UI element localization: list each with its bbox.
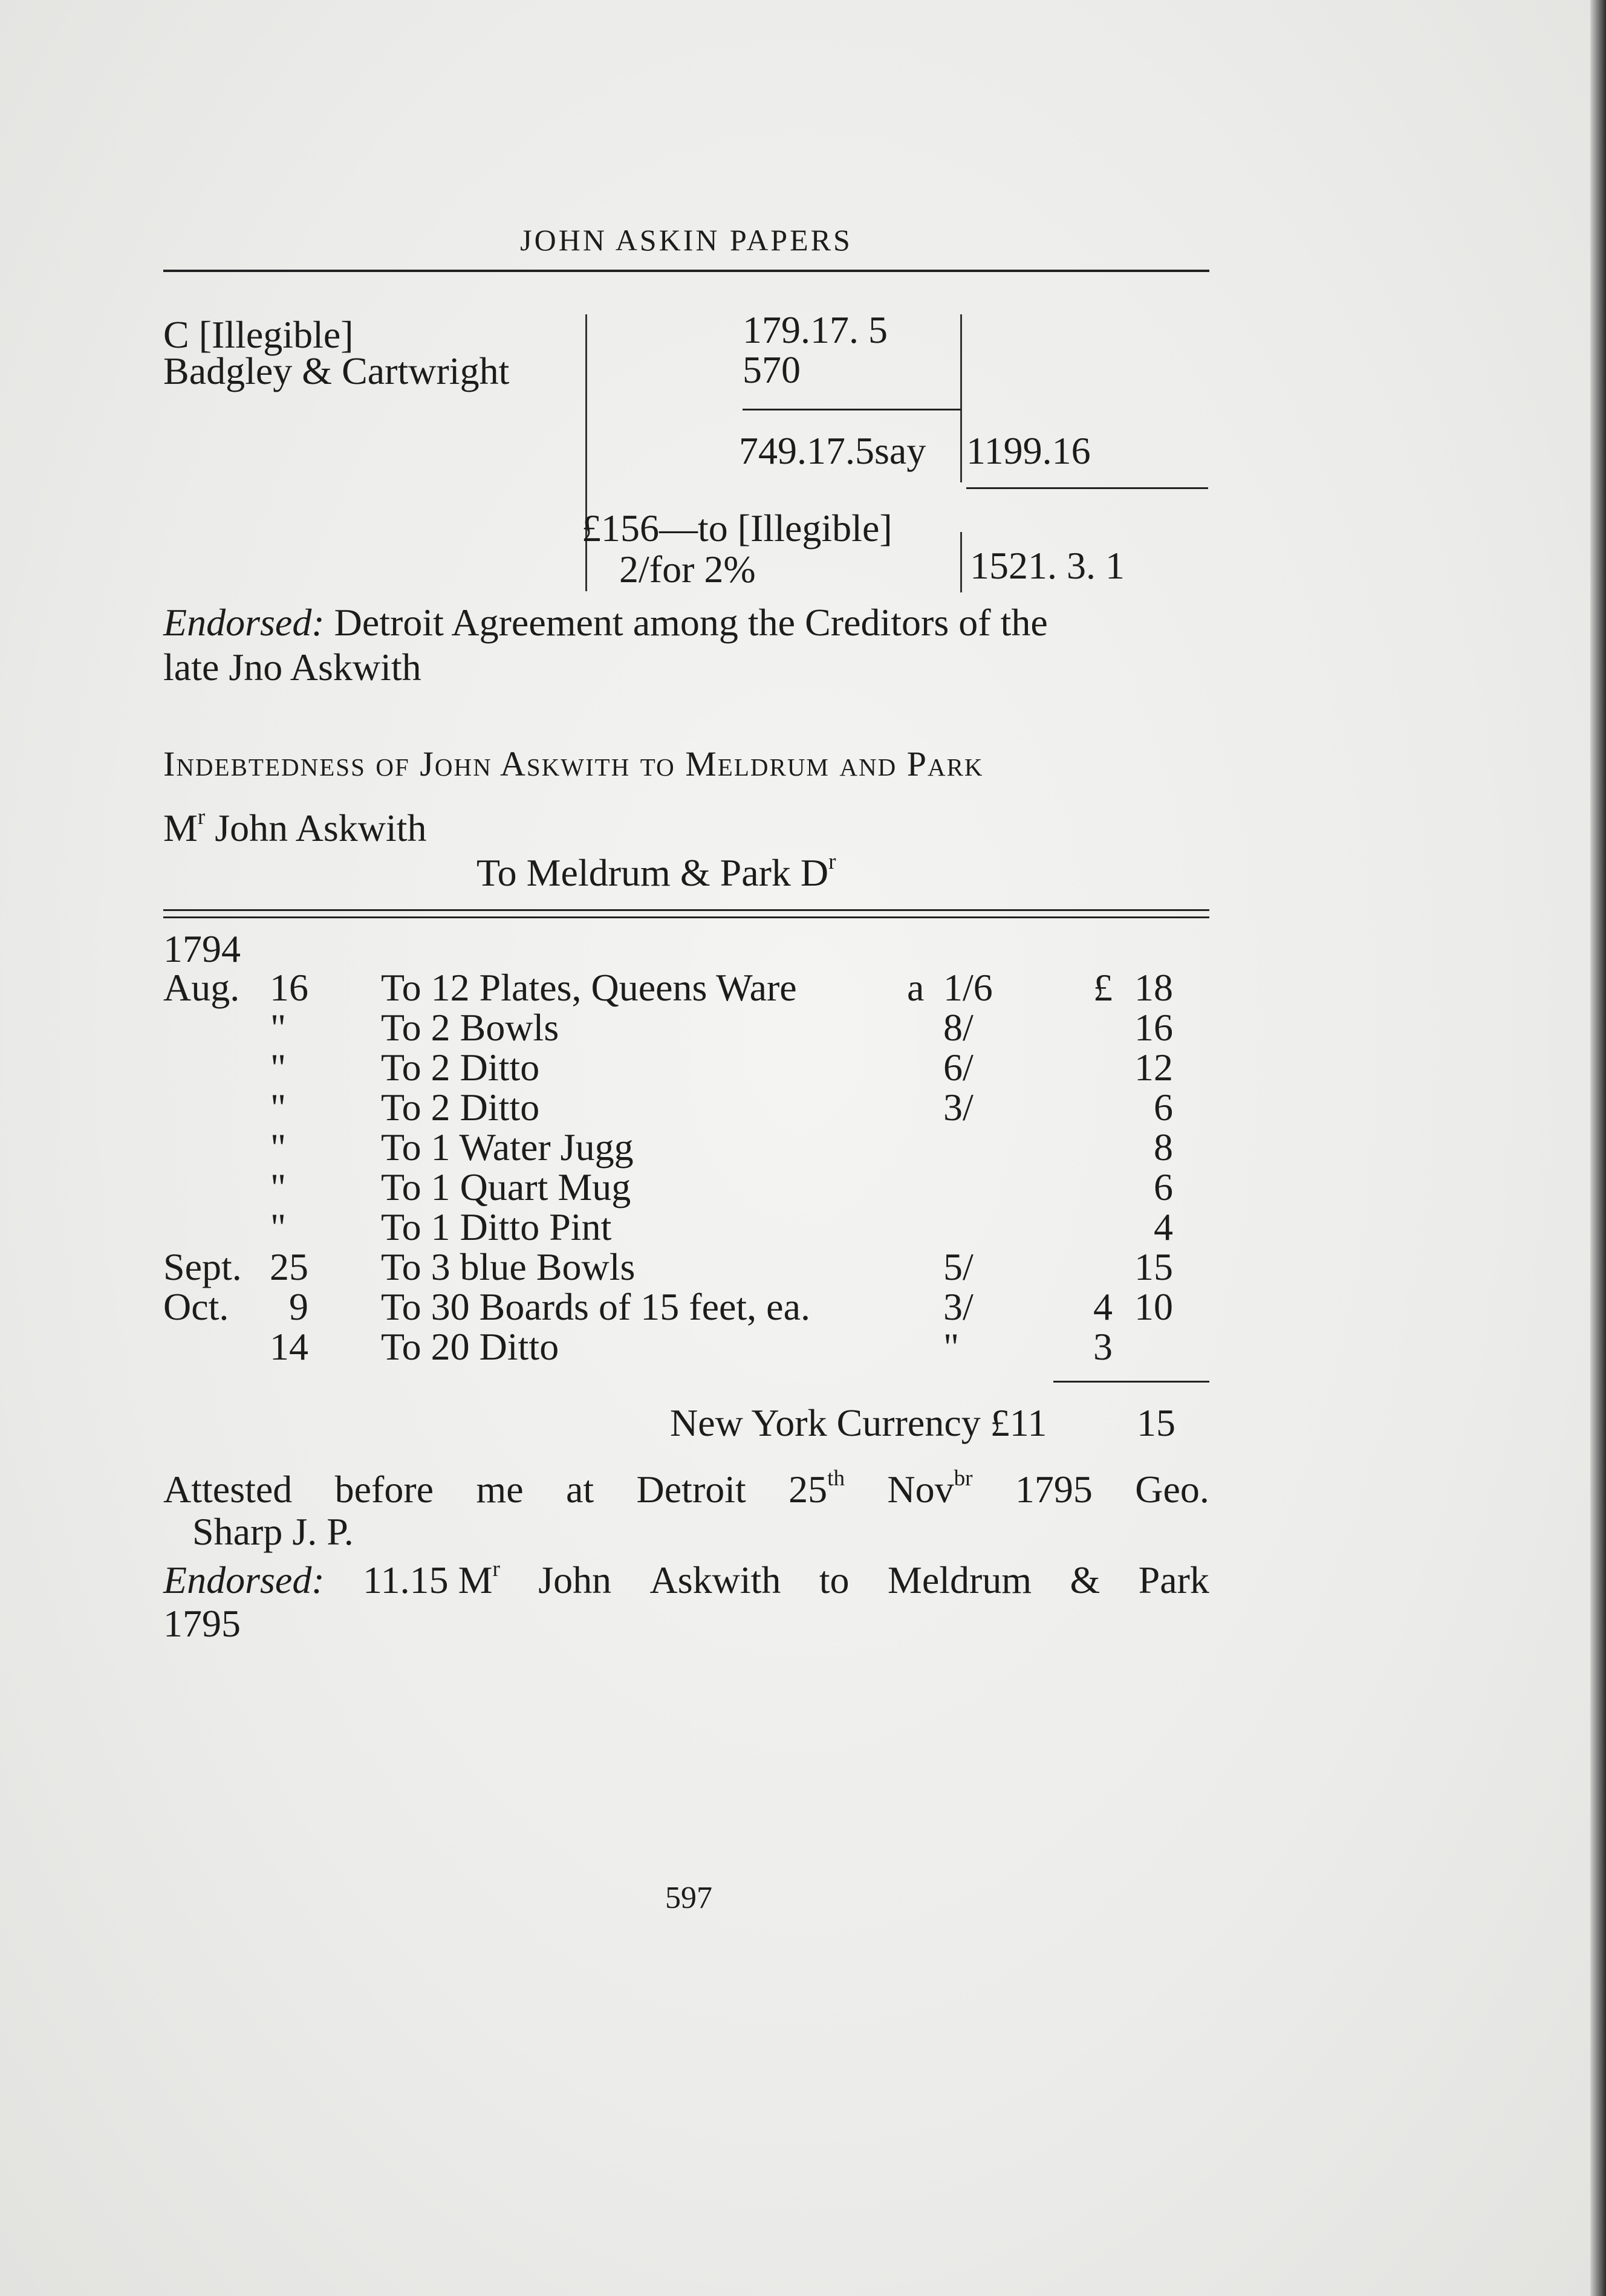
ledger-cell-day: 25	[270, 1245, 308, 1288]
ledger-cell-month: Sept.	[163, 1245, 242, 1288]
attest-date: 25th	[788, 1466, 845, 1511]
attest-sup-1: th	[827, 1466, 845, 1491]
grand-total-value: 1521. 3. 1	[970, 544, 1125, 587]
attest-sup-2: br	[954, 1466, 973, 1491]
creditor-text: To Meldrum & Park D	[476, 851, 829, 894]
endorsed-2-sup: r	[492, 1557, 500, 1582]
section-title: Indebtedness of John Askwith to Meldrum and Park	[163, 744, 984, 783]
account-holder-prefix: M	[163, 806, 198, 849]
ledger-cell-desc: To 3 blue Bowls	[381, 1245, 636, 1288]
ledger-cell-rate: 3/	[943, 1086, 974, 1129]
ledger-cell-pounds: 3	[1093, 1325, 1113, 1368]
endorsed-label: Endorsed:	[163, 601, 325, 644]
endorsed-2-w1: John	[538, 1558, 612, 1601]
ledger-rule-top	[163, 909, 1209, 911]
page-number: 597	[665, 1881, 712, 1915]
ledger-cell-desc: To 20 Ditto	[381, 1325, 559, 1368]
attest-geo: Geo.	[1135, 1468, 1209, 1511]
ledger-cell-day: "	[270, 1126, 287, 1169]
endorsed-2-line-2: 1795	[163, 1602, 241, 1645]
ledger-cell-desc: To 30 Boards of 15 feet, ea.	[381, 1285, 810, 1328]
endorsed-2-w3: to	[819, 1558, 850, 1601]
ledger-cell-shillings: 6	[1154, 1166, 1173, 1208]
ledger-row	[0, 1286, 1606, 1328]
attest-word-3: me	[476, 1468, 524, 1511]
ledger-row	[0, 1007, 1606, 1048]
note-line-1: £156—to [Illegible]	[582, 507, 892, 550]
ledger-row	[0, 1326, 1606, 1367]
ledger-cell-shillings: 4	[1154, 1205, 1173, 1248]
account-holder-name: John Askwith	[215, 806, 427, 849]
running-head: JOHN ASKIN PAPERS	[520, 223, 853, 257]
attest-word-1: Attested	[163, 1468, 293, 1511]
ledger-cell-day: 14	[270, 1325, 308, 1368]
attest-month-text: Nov	[887, 1468, 954, 1511]
attest-word-5: Detroit	[636, 1468, 746, 1511]
ledger-cell-shillings: 10	[1134, 1285, 1173, 1328]
attest-word-4: at	[565, 1468, 594, 1511]
ledger-cell-desc: To 2 Ditto	[381, 1046, 540, 1089]
endorsed-2-amount-text: 11.15 M	[362, 1558, 493, 1601]
endorsed-1-line-1	[163, 601, 1209, 644]
ledger-cell-pounds: £	[1093, 966, 1113, 1009]
ledger-cell-at: a	[907, 966, 925, 1009]
creditor-sup: r	[828, 849, 836, 875]
ledger-cell-day: "	[270, 1086, 287, 1129]
ledger-row	[0, 1047, 1606, 1088]
ledger-cell-desc: To 1 Ditto Pint	[381, 1205, 612, 1248]
ledger-total-label: New York Currency £11	[670, 1401, 1047, 1444]
endorsed-2-line-1	[163, 1558, 1209, 1602]
subtotal-rule	[743, 409, 961, 410]
subtotal-value: 749.17.5say	[739, 429, 926, 472]
ledger-cell-day: "	[270, 1046, 287, 1089]
attestation-line-1	[163, 1468, 1209, 1511]
ledger-cell-rate: 1/6	[943, 966, 993, 1009]
attest-year: 1795	[1015, 1468, 1093, 1511]
ledger-cell-desc: To 2 Bowls	[381, 1006, 559, 1049]
subtotal-right-value: 1199.16	[966, 429, 1091, 472]
ledger-cell-day: 16	[270, 966, 308, 1009]
endorsed-2-w2: Askwith	[649, 1558, 781, 1601]
ledger-cell-desc: To 2 Ditto	[381, 1086, 540, 1129]
ledger-cell-shillings: 16	[1134, 1006, 1173, 1049]
ledger-cell-shillings: 18	[1134, 966, 1173, 1009]
column-divider-right-lower	[960, 532, 962, 592]
ledger-cell-rate: "	[943, 1325, 960, 1368]
ledger-cell-day: "	[270, 1006, 287, 1049]
ledger-cell-shillings: 12	[1134, 1046, 1173, 1089]
ledger-cell-shillings: 15	[1134, 1245, 1173, 1288]
account-holder	[163, 806, 427, 850]
endorsed-2-w4: Meldrum	[887, 1558, 1032, 1601]
value-570: 570	[743, 348, 801, 391]
endorsed-2-w5: &	[1070, 1558, 1100, 1601]
ledger-cell-desc: To 1 Quart Mug	[381, 1166, 631, 1208]
attestation-line-2: Sharp J. P.	[192, 1510, 354, 1553]
endorsed-2-amount	[363, 1558, 500, 1602]
ledger-row	[0, 1127, 1606, 1168]
ledger-cell-day: "	[270, 1205, 287, 1248]
ledger-cell-desc: To 1 Water Jugg	[381, 1126, 634, 1169]
attest-word-2: before	[334, 1468, 434, 1511]
right-total-rule	[966, 487, 1208, 489]
ledger-cell-shillings: 8	[1154, 1126, 1173, 1169]
ledger-cell-month: Aug.	[163, 966, 240, 1009]
ledger-cell-pounds: 4	[1093, 1285, 1113, 1328]
note-line-2: 2/for 2%	[619, 548, 756, 591]
ledger-cell-rate: 6/	[943, 1046, 974, 1089]
ledger-cell-desc: To 12 Plates, Queens Ware	[381, 966, 797, 1009]
ledger-cell-shillings: 6	[1154, 1086, 1173, 1129]
endorsed-1-line-2: late Jno Askwith	[163, 646, 421, 689]
column-divider-right	[960, 314, 962, 482]
account-holder-sup: r	[197, 805, 206, 830]
creditor-line-1: C [Illegible]	[163, 313, 354, 356]
header-rule	[163, 270, 1209, 272]
ledger-cell-month: Oct.	[163, 1285, 229, 1328]
ledger-year: 1794	[163, 927, 241, 970]
ledger-cell-rate: 3/	[943, 1285, 974, 1328]
attest-month	[887, 1468, 972, 1511]
endorsed-text: Detroit Agreement among the Creditors of the	[334, 601, 1048, 644]
endorsed-2-w6: Park	[1138, 1558, 1209, 1601]
ledger-total-rule	[1053, 1381, 1209, 1383]
ledger-cell-rate: 5/	[943, 1245, 974, 1288]
ledger-row	[0, 1087, 1606, 1128]
ledger-row	[0, 967, 1606, 1008]
creditor-line-2: Badgley & Cartwright	[163, 349, 510, 392]
endorsed-2-label: Endorsed:	[163, 1558, 325, 1601]
ledger-row	[0, 1207, 1606, 1248]
value-179: 179.17. 5	[743, 308, 888, 351]
ledger-cell-day: 9	[289, 1285, 308, 1328]
ledger-row	[0, 1167, 1606, 1208]
ledger-total-shillings: 15	[1137, 1401, 1175, 1444]
creditor-heading	[476, 851, 836, 895]
ledger-cell-rate: 8/	[943, 1006, 974, 1049]
ledger-rule-bottom	[163, 916, 1209, 918]
ledger-row	[0, 1247, 1606, 1288]
ledger-cell-day: "	[270, 1166, 287, 1208]
